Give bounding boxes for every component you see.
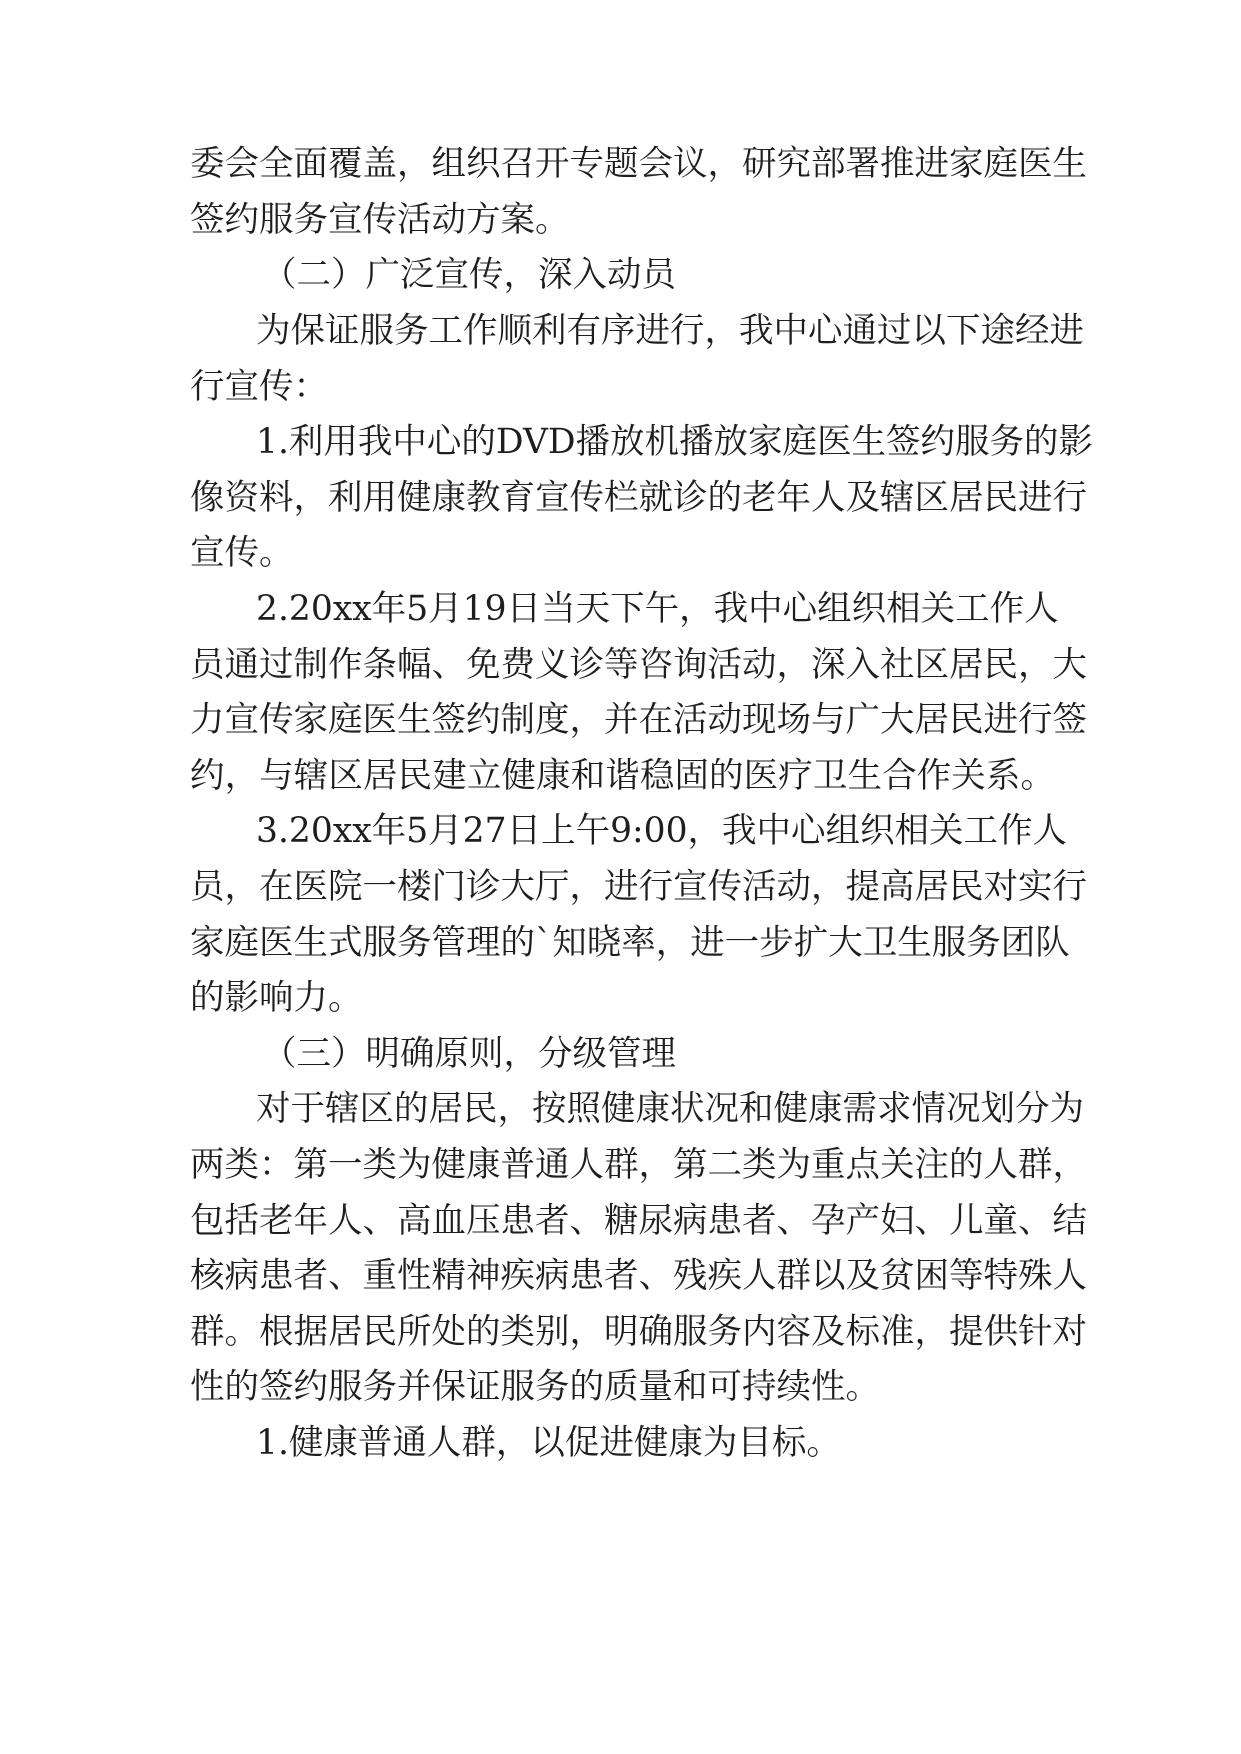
text-line: 约，与辖区居民建立健康和谐稳固的医疗卫生合作关系。 xyxy=(190,756,1055,796)
text-line: 员通过制作条幅、免费义诊等咨询活动，深入社区居民，大 xyxy=(190,645,1087,685)
text-line: 像资料，利用健康教育宣传栏就诊的老年人及辖区居民进行 xyxy=(190,478,1087,518)
text-line: 3.20xx年5月27日上午9:00，我中心组织相关工作人 xyxy=(256,811,1068,851)
text-line: 包括老年人、高血压患者、糖尿病患者、孕产妇、儿童、结 xyxy=(190,1201,1087,1241)
text-line: 性的签约服务并保证服务的质量和可持续性。 xyxy=(190,1367,880,1407)
text-line: 对于辖区的居民，按照健康状况和健康需求情况划分为 xyxy=(256,1089,1084,1129)
text-line: 力宣传家庭医生签约制度，并在活动现场与广大居民进行签 xyxy=(190,700,1087,740)
text-line: 员，在医院一楼门诊大厅，进行宣传活动，提高居民对实行 xyxy=(190,867,1087,907)
text-line: 两类：第一类为健康普通人群，第二类为重点关注的人群， xyxy=(190,1145,1087,1185)
text-line: 群。根据居民所处的类别，明确服务内容及标准，提供针对 xyxy=(190,1312,1087,1352)
text-line: 行宣传： xyxy=(190,367,328,407)
text-line: 为保证服务工作顺利有序进行，我中心通过以下途经进 xyxy=(256,311,1084,351)
text-line: 家庭医生式服务管理的`知晓率，进一步扩大卫生服务团队 xyxy=(190,923,1070,963)
text-line: 1.健康普通人群，以促进健康为目标。 xyxy=(256,1423,841,1463)
text-line: 宣传。 xyxy=(190,533,294,573)
text-line: 委会全面覆盖，组织召开专题会议，研究部署推进家庭医生 xyxy=(190,144,1087,184)
text-line: 签约服务宣传活动方案。 xyxy=(190,200,570,240)
text-line: 2.20xx年5月19日当天下午，我中心组织相关工作人 xyxy=(256,589,1059,629)
text-line: 的影响力。 xyxy=(190,978,363,1018)
section-heading: （三）明确原则，分级管理 xyxy=(262,1034,676,1074)
section-heading: （二）广泛宣传，深入动员 xyxy=(262,255,676,295)
text-line: 核病患者、重性精神疾病患者、残疾人群以及贫困等特殊人 xyxy=(190,1256,1087,1296)
text-line: 1.利用我中心的DVD播放机播放家庭医生签约服务的影 xyxy=(256,422,1094,462)
